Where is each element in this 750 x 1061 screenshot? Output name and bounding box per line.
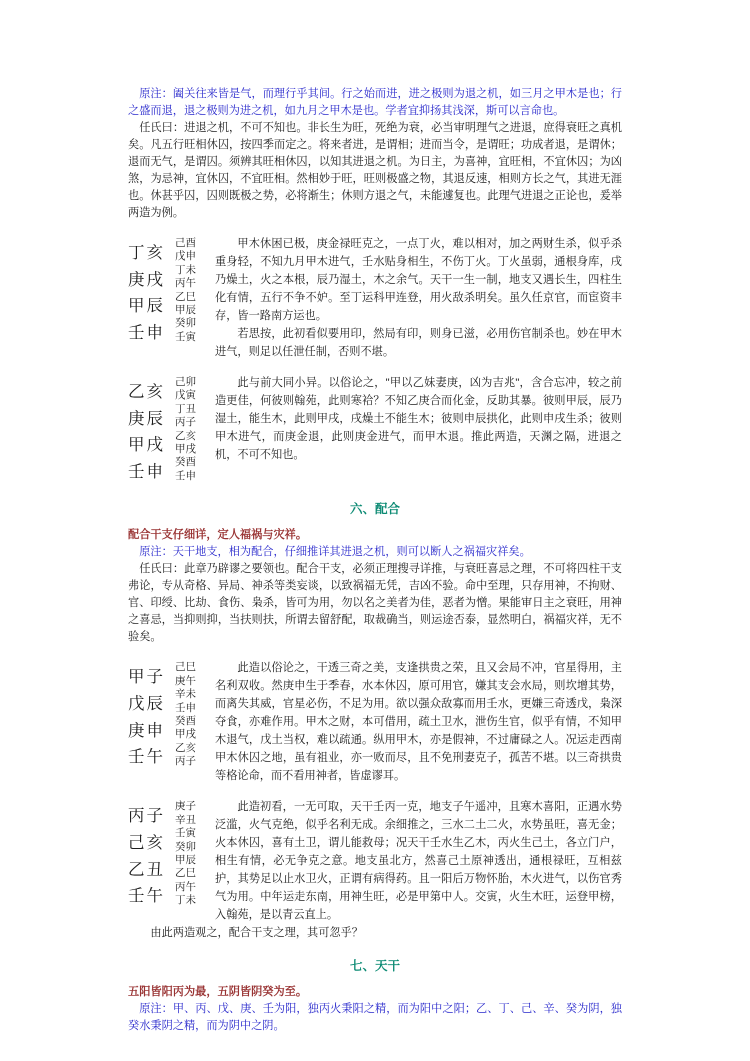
luck-pillar: 戊申 <box>175 250 196 263</box>
luck-pillar: 乙亥 <box>175 429 196 442</box>
pillar-day: 甲戌 <box>128 436 165 455</box>
four-pillars-chart-1 <box>128 235 215 346</box>
original-note-paragraph-tiangan: 原注：甲、丙、戊、庚、壬为阳，独丙火秉阳之精，而为阳中之阳；乙、丁、己、辛、癸为阴，独癸水秉阴之精，而为阴中之阴。 <box>128 1003 622 1033</box>
pillar-month: 己亥 <box>128 833 165 852</box>
luck-pillar: 癸酉 <box>175 456 196 469</box>
luck-pillar: 甲戌 <box>175 443 196 456</box>
luck-pillar-column <box>175 798 196 907</box>
closing-remark-paragraph: 由此两造观之，配合干支之理，其可忽乎？ <box>150 927 363 940</box>
pillar-year: 甲子 <box>128 668 165 687</box>
pillar-column <box>128 235 175 346</box>
pillar-day: 庚申 <box>128 721 165 740</box>
luck-pillar: 丙午 <box>175 880 196 893</box>
luck-pillar: 辛丑 <box>175 813 196 826</box>
pillar-hour: 壬午 <box>128 748 165 767</box>
case-example-2 <box>128 374 622 485</box>
luck-pillar: 癸卯 <box>175 840 196 853</box>
luck-pillar: 丙子 <box>175 416 196 429</box>
luck-pillar: 壬寅 <box>175 330 196 343</box>
luck-pillar: 己酉 <box>175 237 196 249</box>
section-motto: 配合干支仔细详，定人福祸与灾祥。 <box>128 529 308 542</box>
luck-pillar: 壬申 <box>175 701 196 714</box>
luck-pillar: 甲辰 <box>175 854 196 866</box>
pillar-day: 乙丑 <box>128 860 165 879</box>
luck-pillar: 丙午 <box>175 277 196 290</box>
luck-pillar: 辛未 <box>175 688 196 701</box>
luck-pillar: 乙巳 <box>175 290 196 303</box>
renshi-commentary-paragraph-peihe: 任氏曰：此章乃辟谬之要领也。配合干支，必须正理搜寻详推，与衰旺喜忌之理，不可将四柱干支弗论，专从奇格、异局、神杀等类妄谈，以致祸福无凭，吉凶不验。命中至理，只存用神，不拘财、官、印绶、比劫、食伤、枭杀，皆可为用，勿以名之美者为佳，恶者为憎。果能审日主之衰旺，用神之喜忌，当抑则抑，当扶则扶，所谓去留舒配，取裁确当，则运途否泰，显然明白，祸福灾祥，无不验矣。 <box>128 563 622 644</box>
luck-pillar: 戊寅 <box>175 389 196 402</box>
case-analysis-paragraph: 甲木休困已极，庚金禄旺克之，一点丁火，难以相对，加之两财生杀，似乎杀重身轻，不知九月甲木进气，壬水贴身相生，不伤丁火。丁火虽弱，通根身库，戌乃燥土，火之本根，辰乃湿土，木之余气。天干一生一制，地支又遇长生，四柱生化有情，五行不争不妒。至丁运科甲连登，用火敌杀明矣。虽久任京官，而宦资丰存，皆一路南方运也。 <box>215 238 622 322</box>
pillar-column <box>128 798 175 909</box>
original-note-paragraph-jintuitui: 原注：阖关往来皆是气，而理行乎其间。行之始而进，进之极则为退之机，如三月之甲木是也；行之盛而退，退之极则为进之机，如九月之甲木是也。学者宜抑扬其浅深，斯可以言命也。 <box>128 88 622 117</box>
pillar-month: 庚辰 <box>128 409 165 428</box>
case-analysis-paragraph: 此造以俗论之，干透三奇之美，支逢拱贵之荣，且又会局不冲，官星得用，主名利双收。然庚申生于季春，水本休囚，原可用官，嫌其支会水局，则坎增其势，而离失其威，官星必伤，不足为用。欲以强众敌寡而用壬水，更嫌三奇透戊，枭深夺食，亦难作用。甲木之财，本可借用，疏土卫水，泄伤生官，似乎有情，不知甲木退气，戊土当权，难以疏通。纵用甲木，亦是假神，不过庸碌之人。况运走西南甲木休囚之地，虽有祖业，亦一败而尽，且不免刑妻克子，孤苦不堪。以三奇拱贵等格论命，而不看用神者，皆虚谬耳。 <box>215 662 622 783</box>
luck-pillar: 壬申 <box>175 469 196 482</box>
luck-pillar: 庚午 <box>175 674 196 687</box>
pillar-column <box>128 659 175 770</box>
pillar-day: 甲辰 <box>128 297 165 316</box>
pillar-hour: 壬申 <box>128 323 165 342</box>
pillar-month: 戊辰 <box>128 694 165 713</box>
pillar-column <box>128 374 175 485</box>
four-pillars-chart-4 <box>128 798 215 909</box>
pillar-year: 乙亥 <box>128 383 165 401</box>
section-heading-6-peihe: 六、配合 <box>349 502 400 517</box>
case-example-1 <box>128 235 622 361</box>
luck-pillar: 丁未 <box>175 894 196 907</box>
pillar-year: 丙子 <box>128 807 165 826</box>
section-heading-7-tiangan: 七、天干 <box>349 959 400 974</box>
section-motto: 五阳皆阳丙为最，五阴皆阴癸为至。 <box>128 986 308 999</box>
luck-pillar: 甲辰 <box>175 304 196 317</box>
luck-pillar-column <box>175 235 196 344</box>
four-pillars-chart-2 <box>128 374 215 485</box>
renshi-commentary-paragraph-jintuitui: 任氏曰：进退之机，不可不知也。非长生为旺，死绝为衰，必当审明理气之进退，庶得衰旺之真机矣。凡五行旺相休囚，按四季而定之。将来者进，是谓相；进而当令，是谓旺；功成者退，是谓休；退而无气，是谓囚。须辨其旺相休囚，以知其进退之机。为日主，为喜神，宜旺相，不宜休囚；为凶煞，为忌神，宜休囚，不宜旺相。然相妙于旺，旺则极盛之物，其退反速，相则方长之气，其进无涯也。休甚乎囚，囚则既极之势，必将渐生；休则方退之气，未能遽复也。此理气进退之正论也，爰举两造为例。 <box>128 122 622 219</box>
luck-pillar: 甲戌 <box>175 728 196 741</box>
pillar-year: 丁亥 <box>128 244 165 262</box>
luck-pillar: 丁未 <box>175 263 196 276</box>
luck-pillar-column <box>175 374 196 483</box>
original-note-paragraph-peihe: 原注：天干地支，相为配合，仔细推详其进退之机，则可以断人之祸福灾祥矣。 <box>139 546 531 559</box>
case-analysis-paragraph: 此与前大同小异。以俗论之，"甲以乙妹妻庚，凶为吉兆"，含合忘冲，较之前造更佳，何彼则翰苑，此则寒袷？不知乙庚合而化金，反助其暴。彼则甲辰，辰乃湿土，能生木，此则甲戌，戌燥土不能生木；彼则申辰拱化，此则申戌生杀；彼则甲木进气，而庚金退，此则庚金进气，而甲木退。推此两造，天渊之隔，进退之机，不可不知也。 <box>215 377 622 461</box>
luck-pillar: 己卯 <box>175 376 196 388</box>
luck-pillar: 壬寅 <box>175 827 196 840</box>
case-example-4 <box>128 798 622 924</box>
luck-pillar: 乙巳 <box>175 867 196 880</box>
pillar-month: 庚戌 <box>128 270 165 289</box>
luck-pillar: 癸酉 <box>175 715 196 727</box>
case-analysis-paragraph: 若思按，此初看似要用印，然局有印，则身已滋，必用伤官制杀也。妙在甲木进气，则足以任泄任制，否则不堪。 <box>215 328 622 358</box>
luck-pillar: 癸卯 <box>175 317 196 330</box>
luck-pillar: 庚子 <box>175 800 196 813</box>
case-example-3 <box>128 659 622 785</box>
four-pillars-chart-3 <box>128 659 215 770</box>
pillar-hour: 壬申 <box>128 462 165 481</box>
pillar-hour: 壬午 <box>128 887 165 906</box>
luck-pillar: 丙子 <box>175 755 196 768</box>
luck-pillar-column <box>175 659 196 768</box>
luck-pillar: 乙亥 <box>175 741 196 754</box>
luck-pillar: 己巳 <box>175 661 196 674</box>
case-analysis-paragraph: 此造初看，一无可取，天干壬丙一克，地支子午遥冲，且寒木喜阳，正遇水势泛滥，火气克绝，似乎名利无成。余细推之，三水二土二火，水势虽旺，喜无金；火本休囚，喜有土卫，谓儿能救母；况天干壬水生乙木，丙火生己土，各立门户，相生有情，必无争克之意。地支虽北方，然喜己土原神透出，通根禄旺，互相兹护，其势足以止水卫火，正谓有病得药。且一阳后万物怀胎，木火进气，以伤官秀气为用。中年运走东南，用神生旺，必是甲第中人。交寅，火生木旺，运登甲榜，入翰苑，是以青云直上。 <box>215 801 622 922</box>
luck-pillar: 丁丑 <box>175 402 196 415</box>
